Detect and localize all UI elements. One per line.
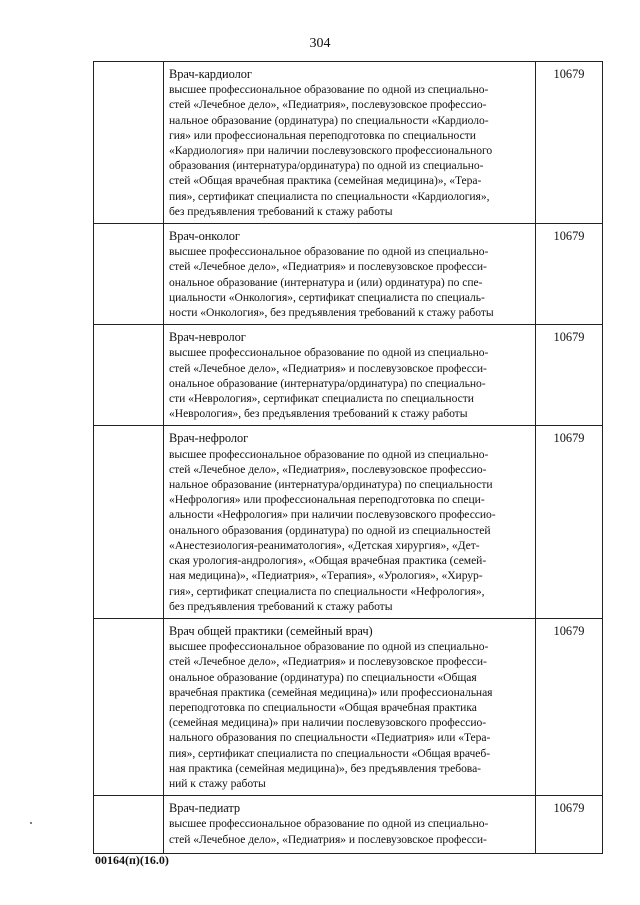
- row-number-cell: [94, 618, 164, 795]
- salary-code-cell: [536, 426, 603, 618]
- requirement-line: высшее профессиональное образование по одной из специально-: [169, 83, 489, 97]
- row-number-cell: [94, 796, 164, 854]
- requirement-line: ональное образование (интернатура и (или) ординатура) по спе-: [169, 275, 483, 289]
- requirement-line: нальное образование (ординатура) по специальности «Кардиоло-: [169, 113, 489, 127]
- table-row: [94, 618, 603, 795]
- requirement-line: без предъявления требований к стажу работы: [169, 204, 393, 218]
- table-row: [94, 325, 603, 426]
- position-title: Врач общей практики (семейный врач): [169, 623, 373, 638]
- table-row: [94, 224, 603, 325]
- requirement-line: высшее профессиональное образование по одной из специально-: [169, 447, 489, 461]
- qualification-table: [93, 61, 603, 854]
- requirement-line: пия», сертификат специалиста по специальности «Общая врачеб-: [169, 746, 491, 760]
- position-title: Врач-кардиолог: [169, 67, 252, 81]
- requirement-line: высшее профессиональное образование по одной из специально-: [169, 640, 489, 654]
- table-row: [94, 796, 603, 854]
- requirement-line: ний к стажу работы: [169, 776, 266, 790]
- salary-code: 10679: [553, 67, 585, 81]
- requirement-line: высшее профессиональное образование по одной из специально-: [169, 245, 489, 259]
- salary-code: 10679: [553, 431, 585, 446]
- requirement-line: без предъявления требований к стажу работы: [169, 599, 393, 613]
- position-description-cell: [164, 62, 536, 224]
- position-title: Врач-педиатр: [169, 801, 241, 816]
- salary-code: 10679: [553, 623, 585, 638]
- position-title: Врач-нефролог: [169, 431, 249, 446]
- table-row: [94, 62, 603, 224]
- requirement-line: гия», сертификат специалиста по специальности «Нефрология»,: [169, 584, 485, 598]
- position-title: Врач-невролог: [169, 330, 246, 345]
- position-description-cell: [164, 224, 536, 325]
- requirement-line: высшее профессиональное образование по одной из специально-: [169, 817, 489, 831]
- row-number-cell: [94, 325, 164, 426]
- requirement-line: ности «Онкология», без предъявления требований к стажу работы: [169, 306, 494, 320]
- salary-code-cell: [536, 325, 603, 426]
- page-number: 304: [309, 36, 331, 51]
- requirement-line: ная медицина)», «Педиатрия», «Терапия», «Урология», «Хирур-: [169, 569, 483, 583]
- requirement-line: нального образования по специальности «Педиатрия» или «Тера-: [169, 731, 491, 745]
- row-number-cell: [94, 62, 164, 224]
- position-title: Врач-онколог: [169, 229, 240, 244]
- salary-code-cell: [536, 224, 603, 325]
- requirement-line: сти «Неврология», сертификат специалиста по специальности: [169, 392, 474, 406]
- requirement-line: «Кардиология» при наличии послевузовского профессионального: [169, 144, 493, 158]
- position-description-cell: [164, 426, 536, 618]
- scan-speck: [30, 822, 32, 824]
- salary-code: 10679: [553, 801, 585, 816]
- requirement-line: (семейная медицина)» при наличии послевузовского профессио-: [169, 716, 487, 730]
- row-number-cell: [94, 224, 164, 325]
- salary-code-cell: [536, 618, 603, 795]
- requirement-line: стей «Лечебное дело», «Педиатрия» и послевузовское професси-: [169, 832, 487, 846]
- requirement-line: ская урология-андрология», «Общая врачебная практика (семей-: [169, 554, 487, 568]
- document-footer-code: 00164(п)(16.0): [95, 853, 169, 867]
- salary-code-cell: [536, 62, 603, 224]
- requirement-line: онального образования (ординатура) по одной из специальностей: [169, 523, 491, 537]
- requirement-line: стей «Лечебное дело», «Педиатрия», послевузовское профессио-: [169, 98, 487, 112]
- row-number-cell: [94, 426, 164, 618]
- salary-code: 10679: [553, 330, 585, 345]
- requirement-line: ональное образование (ординатура) по специальности «Общая: [169, 670, 477, 684]
- requirement-line: стей «Общая врачебная практика (семейная медицина)», «Тера-: [169, 174, 482, 188]
- requirement-line: стей «Лечебное дело», «Педиатрия» и послевузовское професси-: [169, 260, 487, 274]
- requirement-line: «Неврология», без предъявления требований к стажу работы: [169, 407, 468, 421]
- requirement-line: высшее профессиональное образование по одной из специально-: [169, 346, 489, 360]
- requirement-line: циальности «Онкология», сертификат специалиста по специаль-: [169, 290, 485, 304]
- requirement-line: образования (интернатура/ординатура) по одной из специально-: [169, 159, 484, 173]
- requirement-line: ональное образование (интернатура/ординатура) по специально-: [169, 376, 486, 390]
- requirement-line: переподготовка по специальности «Общая врачебная практика: [169, 700, 477, 714]
- requirement-line: ная практика (семейная медицина)», без предъявления требова-: [169, 761, 481, 775]
- requirement-line: «Анестезиология-реаниматология», «Детская хирургия», «Дет-: [169, 538, 480, 552]
- table-row: [94, 426, 603, 618]
- requirement-line: альности «Нефрология» при наличии послевузовского профессио-: [169, 508, 496, 522]
- position-description-cell: [164, 325, 536, 426]
- salary-code-cell: [536, 796, 603, 854]
- requirement-line: «Нефрология» или профессиональная переподготовка по специ-: [169, 493, 485, 507]
- requirement-line: нальное образование (интернатура/ординатура) по специальности: [169, 478, 493, 492]
- requirement-line: гия» или профессиональная переподготовка по специальности: [169, 128, 476, 142]
- requirement-line: пия», сертификат специалиста по специальности «Кардиология»,: [169, 189, 490, 203]
- requirement-line: стей «Лечебное дело», «Педиатрия» и послевузовское професси-: [169, 655, 487, 669]
- requirement-line: врачебная практика (семейная медицина)» или профессиональная: [169, 685, 493, 699]
- salary-code: 10679: [553, 229, 585, 244]
- position-description-cell: [164, 618, 536, 795]
- requirement-line: стей «Лечебное дело», «Педиатрия» и послевузовское професси-: [169, 361, 487, 375]
- position-description-cell: [164, 796, 536, 854]
- requirement-line: стей «Лечебное дело», «Педиатрия», послевузовское профессио-: [169, 462, 487, 476]
